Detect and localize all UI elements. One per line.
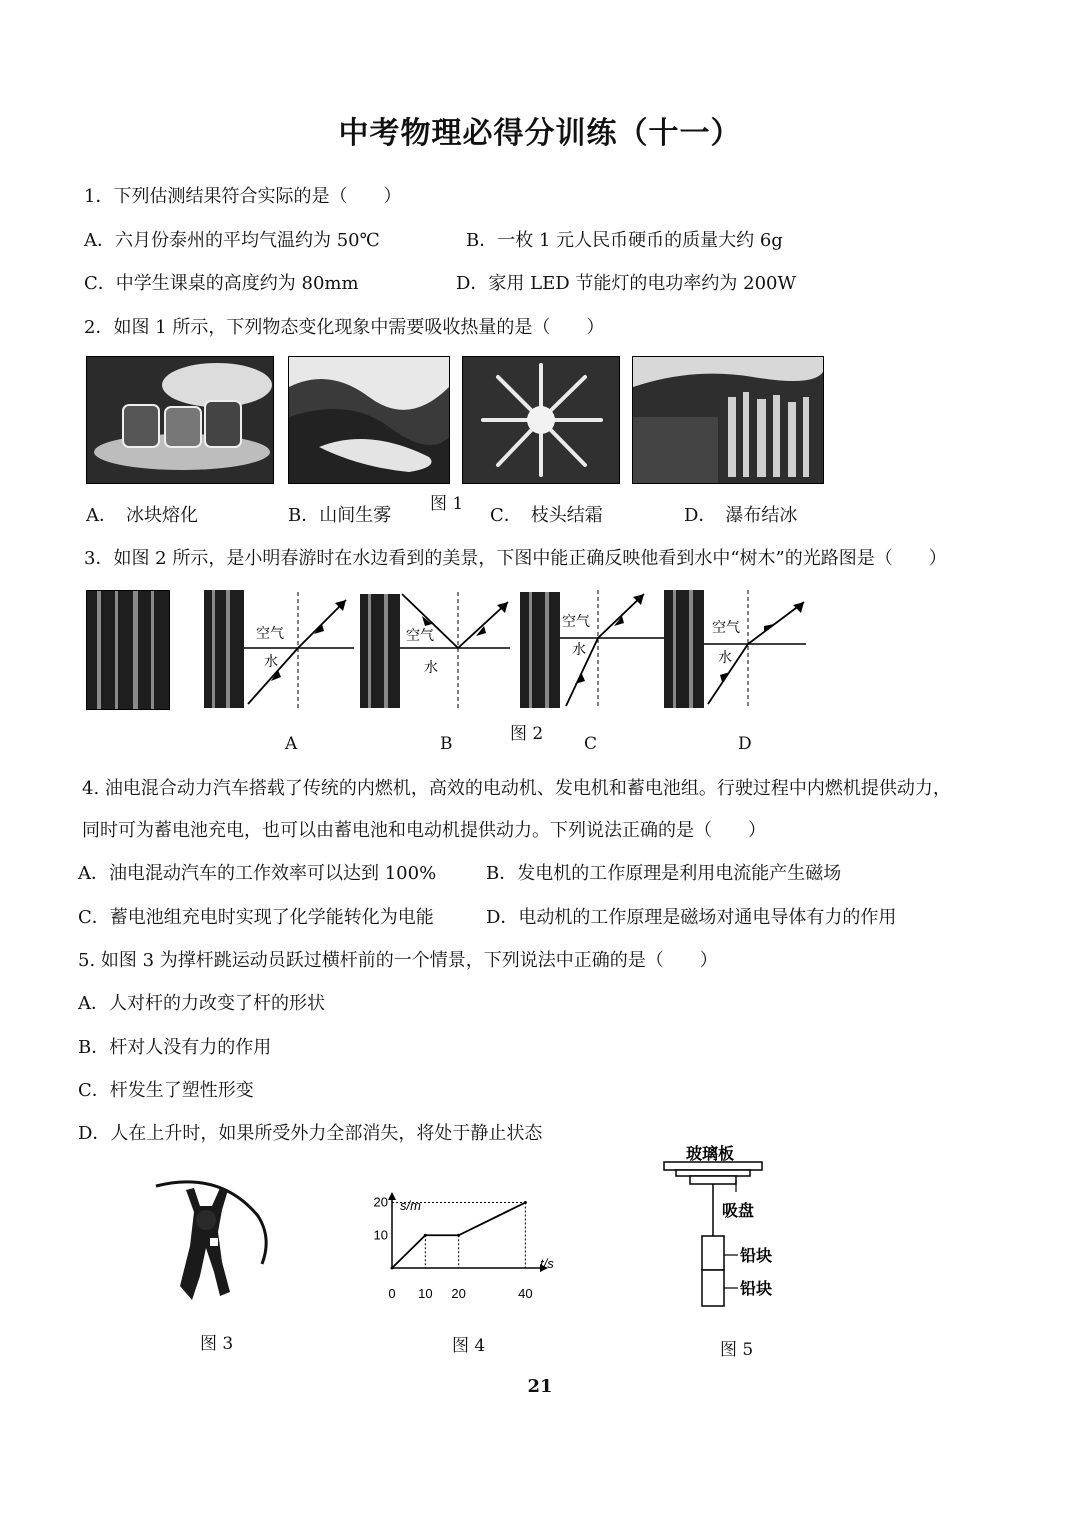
ice-melting-photo [86, 356, 274, 484]
suction-cup-top [676, 1170, 750, 1176]
q5-option-a: A．人对杆的力改变了杆的形状 [78, 993, 325, 1014]
lakeside-trees-photo [86, 590, 170, 710]
lead-block-1-label: 铅块 [740, 1248, 773, 1265]
q5-option-d: D．人在上升时，如果所受外力全部消失，将处于静止状态 [78, 1123, 543, 1144]
frost-branch-photo [462, 356, 620, 484]
diagram-a-air-label: 空气 [256, 625, 284, 641]
page-title: 中考物理必得分训练（十一） [338, 116, 742, 151]
q1-option-b: B．一枚 1 元人民币硬币的质量大约 6g [466, 230, 783, 251]
y-tick-label: 10 [373, 1227, 388, 1243]
figure-5-label: 图 5 [720, 1340, 754, 1360]
diagram-c-letter: C [584, 734, 598, 754]
figure-3-label: 图 3 [200, 1334, 234, 1354]
diagram-a-water-label: 水 [264, 653, 278, 669]
q2-option-d: D． 瀑布结冰 [684, 505, 798, 526]
x-tick-label: 40 [518, 1286, 533, 1301]
pole-vaulter-figure [150, 1176, 276, 1306]
q1-stem: 1．下列估测结果符合实际的是（ ） [84, 186, 402, 207]
diagram-d-air-label: 空气 [712, 619, 740, 635]
y-axis-label: s/m [400, 1198, 421, 1213]
x-tick-label: 10 [418, 1286, 433, 1301]
lead-block-2 [702, 1270, 724, 1306]
y-axis-arrow [388, 1192, 396, 1200]
q5-option-c: C．杆发生了塑性形变 [78, 1080, 254, 1101]
suction-cup-figure [656, 1140, 796, 1316]
lead-block-2-label: 铅块 [740, 1281, 773, 1298]
q4-stem-line2: 同时可为蓄电池充电，也可以由蓄电池和电动机提供动力。下列说法正确的是（ ） [82, 820, 766, 841]
q4-option-a: A．油电混动汽车的工作效率可以达到 100% [78, 863, 437, 884]
glass-plate [664, 1162, 762, 1170]
x-tick-label: 0 [388, 1286, 396, 1301]
suction-cup-body [690, 1176, 736, 1184]
q1-option-a: A．六月份泰州的平均气温约为 50℃ [84, 230, 380, 251]
figure-1-label: 图 1 [430, 494, 464, 514]
diagram-d-water-label: 水 [718, 649, 732, 665]
diagram-b [360, 586, 516, 712]
diagram-b-letter: B [440, 734, 453, 754]
y-tick-label: 20 [373, 1194, 388, 1210]
diagram-b-water-label: 水 [424, 659, 438, 675]
q4-option-b: B．发电机的工作原理是利用电流能产生磁场 [486, 863, 842, 884]
s-t-graph [362, 1190, 570, 1308]
diagram-d [664, 586, 814, 712]
diagram-a [204, 586, 360, 712]
diagram-a-letter: A [285, 734, 298, 754]
diagram-c-air-label: 空气 [562, 613, 590, 629]
q2-option-b: B．山间生雾 [288, 505, 392, 526]
q1-option-c: C．中学生课桌的高度约为 80mm [84, 273, 359, 294]
figure-2-label: 图 2 [510, 724, 544, 744]
lead-block-1 [702, 1236, 724, 1270]
diagram-d-letter: D [738, 734, 752, 754]
x-axis-label: t/s [540, 1256, 554, 1271]
q5-stem: 5. 如图 3 为撑杆跳运动员跃过横杆前的一个情景，下列说法中正确的是（ ） [78, 950, 718, 971]
glass-plate-label: 玻璃板 [686, 1146, 735, 1163]
page-number: 21 [527, 1376, 553, 1397]
q2-stem: 2．如图 1 所示，下列物态变化现象中需要吸收热量的是（ ） [84, 317, 605, 338]
q4-stem-line1: 4. 油电混合动力汽车搭载了传统的内燃机，高效的电动机、发电机和蓄电池组。行驶过程中内燃机提供动力， [82, 778, 951, 799]
q2-option-a: A． 冰块熔化 [86, 505, 198, 526]
diagram-c [520, 586, 670, 712]
x-tick-label: 20 [451, 1286, 466, 1301]
q2-option-c: C． 枝头结霜 [490, 505, 603, 526]
figure-4-label: 图 4 [452, 1336, 486, 1356]
q4-option-d: D．电动机的工作原理是磁场对通电导体有力的作用 [486, 907, 897, 928]
frozen-waterfall-photo [632, 356, 824, 484]
diagram-c-water-label: 水 [572, 641, 586, 657]
q5-option-b: B．杆对人没有力的作用 [78, 1037, 272, 1058]
q1-option-d: D．家用 LED 节能灯的电功率约为 200W [456, 273, 796, 294]
s-t-graph-svg [362, 1190, 570, 1308]
q3-stem: 3．如图 2 所示，是小明春游时在水边看到的美景，下图中能正确反映他看到水中“树木”的光路图是（ ） [84, 548, 947, 569]
q4-option-c: C．蓄电池组充电时实现了化学能转化为电能 [78, 907, 434, 928]
suction-cup-label: 吸盘 [722, 1203, 755, 1220]
mountain-fog-photo [288, 356, 450, 484]
diagram-b-air-label: 空气 [406, 627, 434, 643]
